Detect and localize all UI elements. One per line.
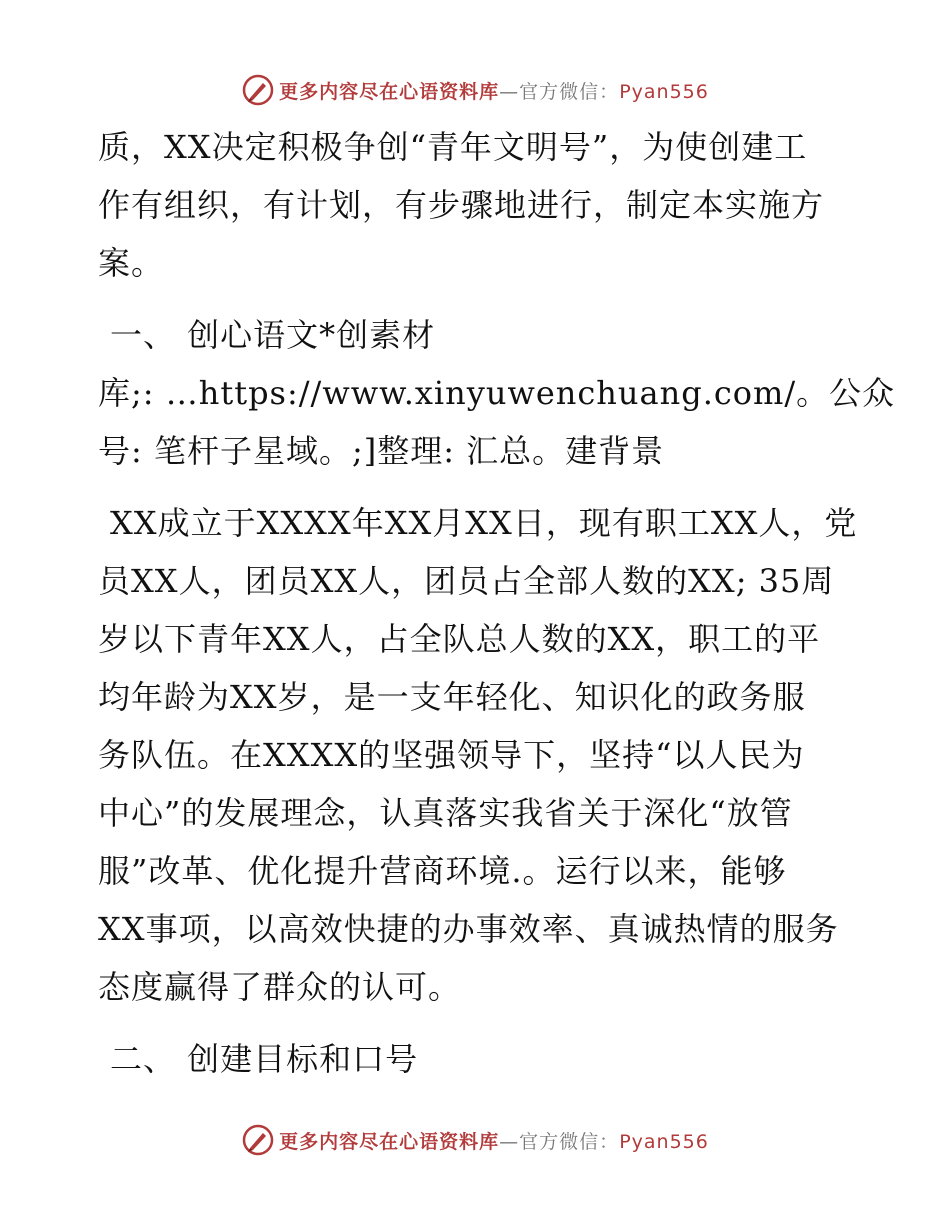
paragraph-line: 质，XX决定积极争创“青年文明号”，为使创建工 xyxy=(98,128,808,166)
paragraph-line: 案。 xyxy=(98,244,165,282)
document-body xyxy=(98,118,896,1088)
pen-circle-icon xyxy=(241,1123,275,1157)
paragraph-line: 中心”的发展理念，认真落实我省关于深化“放管 xyxy=(98,794,793,832)
watermark-banner-bottom xyxy=(0,1120,950,1160)
paragraph-line: XX成立于XXXX年XX月XX日，现有职工XX人，党 xyxy=(110,504,858,542)
paragraph-line: XX事项，以高效快捷的办事效率、真诚热情的服务 xyxy=(98,910,839,948)
watermark-text: 更多内容尽在心语资料库—官方微信：Pyan556 xyxy=(279,1130,709,1153)
paragraph-line: 作有组织，有计划，有步骤地进行，制定本实施方 xyxy=(98,186,825,224)
watermark-text: 更多内容尽在心语资料库—官方微信：Pyan556 xyxy=(279,80,709,103)
paragraph-line: 态度赢得了群众的认可。 xyxy=(98,968,462,1006)
paragraph-line: 务队伍。在XXXX的坚强领导下，坚持“以人民为 xyxy=(98,736,805,774)
paragraph-line: 均年龄为XX岁，是一支年轻化、知识化的政务服 xyxy=(98,678,806,716)
paragraph-line: 岁以下青年XX人，占全队总人数的XX，职工的平 xyxy=(98,620,821,658)
section-heading-2: 二、 创建目标和口号 xyxy=(110,1040,419,1078)
paragraph-line: 号: 笔杆子星域。;]整理: 汇总。建背景 xyxy=(98,432,665,470)
paragraph-line: 员XX人，团员XX人，团员占全部人数的XX; 35周 xyxy=(98,562,835,600)
watermark-banner-top xyxy=(0,70,950,110)
pen-circle-icon xyxy=(241,73,275,107)
paragraph-line: 服”改革、优化提升营商环境.。运行以来，能够 xyxy=(98,852,787,890)
paragraph-line: 库;: …https://www.xinyuwenchuang.com/。公众 xyxy=(98,374,896,412)
section-heading-1: 一、 创心语文*创素材 xyxy=(110,316,436,354)
